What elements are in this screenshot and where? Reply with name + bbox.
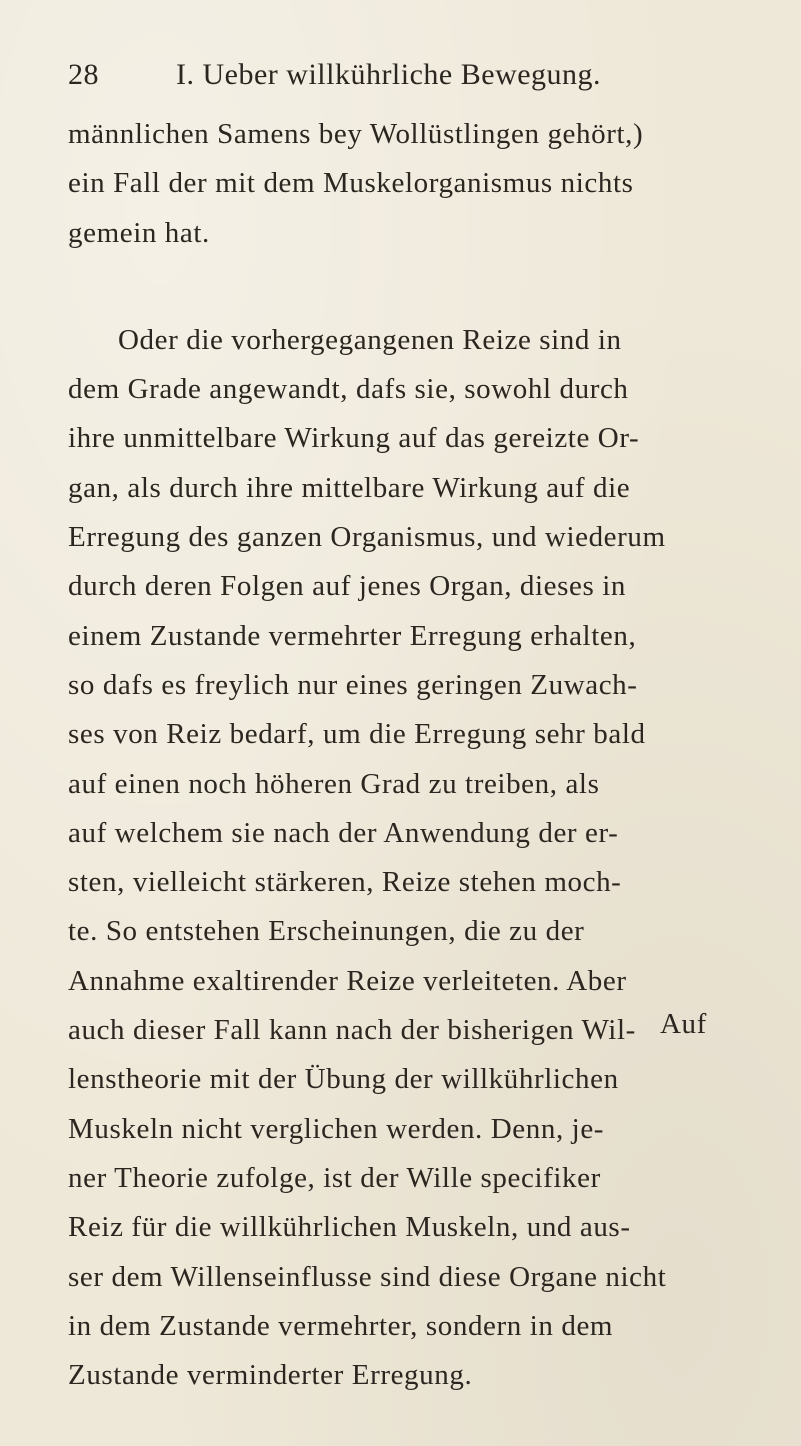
- page-number: 28: [68, 58, 99, 91]
- text-line: Erregung des ganzen Organismus, und wiederum: [68, 521, 666, 554]
- body-text: [68, 110, 728, 1400]
- text-line: ser dem Willenseinflusse sind diese Organe nicht: [68, 1260, 667, 1293]
- text-line: gemein hat.: [68, 216, 210, 249]
- text-line: auf welchem sie nach der Anwendung der er-: [68, 816, 619, 849]
- text-line: ihre unmittelbare Wirkung auf das gereizte Or-: [68, 422, 640, 455]
- paragraph-1: [68, 110, 728, 258]
- text-line: Zustande verminderter Erregung.: [68, 1359, 473, 1392]
- text-line: auch dieser Fall kann nach der bisherigen Wil-: [68, 1014, 636, 1047]
- paragraph-2: [68, 316, 728, 1401]
- text-line: männlichen Samens bey Wollüstlingen gehört,): [68, 118, 644, 150]
- text-line: ein Fall der mit dem Muskelorganismus nichts: [68, 167, 634, 200]
- text-line: auf einen noch höheren Grad zu treiben, als: [68, 767, 600, 800]
- text-line: lenstheorie mit der Übung der willkührlichen: [68, 1063, 619, 1096]
- text-line: sten, vielleicht stärkeren, Reize stehen moch-: [68, 866, 622, 899]
- text-line: in dem Zustande vermehrter, sondern in dem: [68, 1309, 614, 1342]
- text-line: ner Theorie zufolge, ist der Wille specifiker: [68, 1161, 601, 1194]
- page-header: [68, 58, 648, 98]
- text-line: Reiz für die willkührlichen Muskeln, und aus-: [68, 1211, 631, 1244]
- text-line: te. So entstehen Erscheinungen, die zu der: [68, 915, 585, 948]
- text-line: dem Grade angewandt, dafs sie, sowohl durch: [68, 373, 629, 406]
- paragraph-gap: [68, 258, 728, 316]
- text-line: gan, als durch ihre mittelbare Wirkung auf die: [68, 471, 631, 504]
- catchword: Auf: [660, 1008, 707, 1040]
- text-line: Annahme exaltirender Reize verleiteten. Aber: [68, 964, 627, 997]
- text-line: einem Zustande vermehrter Erregung erhalten,: [68, 619, 637, 652]
- text-line: Muskeln nicht verglichen werden. Denn, je-: [68, 1112, 605, 1145]
- text-line: Oder die vorhergegangenen Reize sind in: [118, 323, 622, 356]
- running-head: I. Ueber willkührliche Bewegung.: [176, 58, 602, 91]
- text-line: ses von Reiz bedarf, um die Erregung sehr bald: [68, 718, 646, 751]
- text-line: so dafs es freylich nur eines geringen Zuwach-: [68, 668, 638, 701]
- text-line: durch deren Folgen auf jenes Organ, dieses in: [68, 570, 626, 603]
